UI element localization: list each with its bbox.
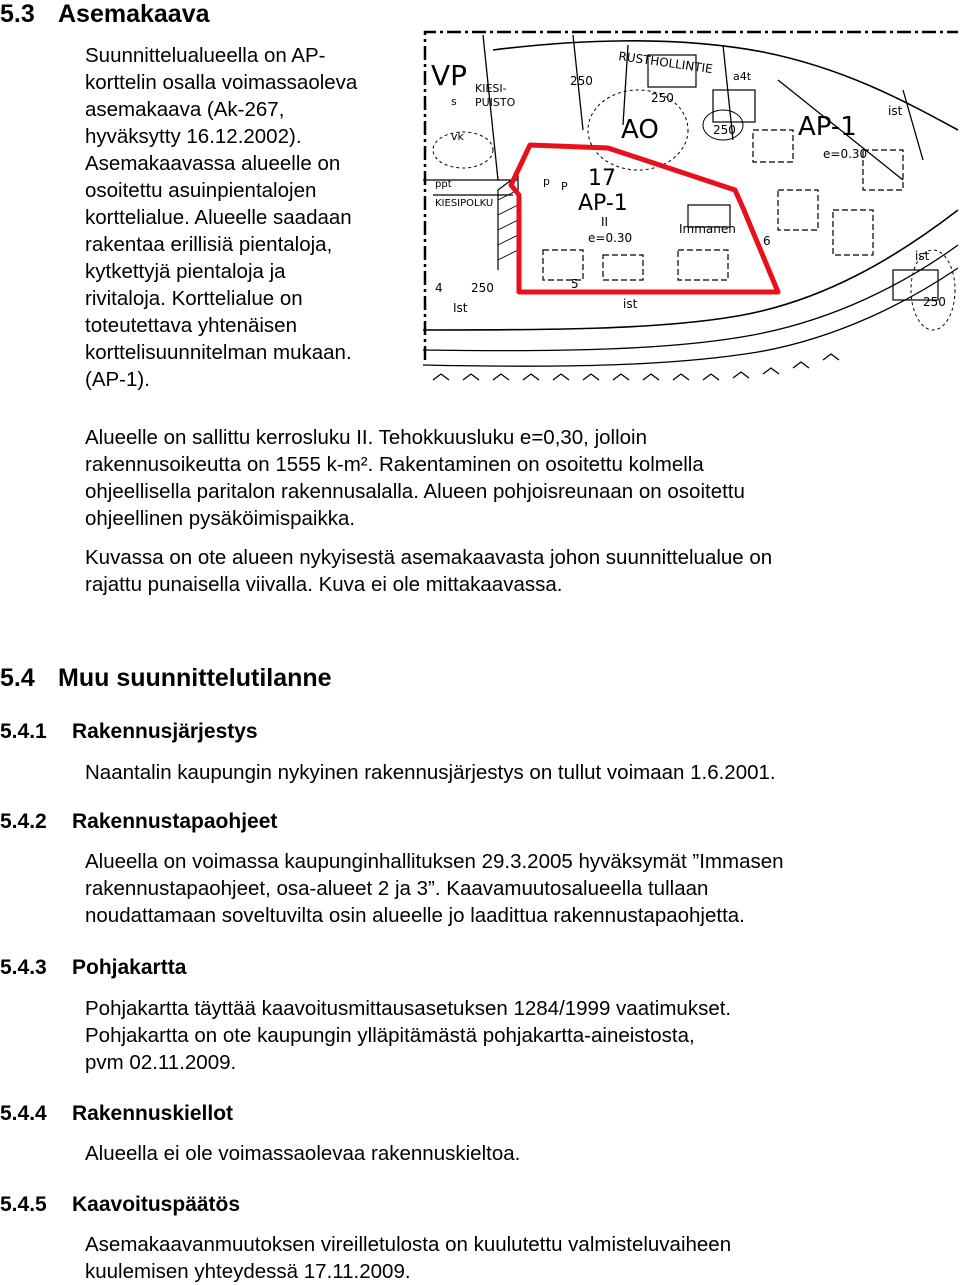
map-label-immanen: Immanen <box>679 222 736 236</box>
section-title: Asemakaava <box>58 0 210 28</box>
subsection-number: 5.4.5 <box>0 1193 47 1216</box>
map-label-roman-ii: II <box>601 215 609 229</box>
figure-caption: Kuvassa on ote alueen nykyisestä asemakaavasta johon suunnittelualue on rajattu punaisella viivalla. Kuva ei ole mittakaavassa. <box>85 546 773 596</box>
map-label-ppt: ppt <box>435 179 452 190</box>
map-label-ist-center: ist <box>623 297 638 311</box>
map-label-block-17: 17 <box>588 166 616 191</box>
intro-paragraph: Suunnittelualueella on AP- korttelin osalla voimassaoleva asemakaava (Ak-267, hyväksytty 16.12.2002). Asemakaavassa alueelle on osoitettu asuinpientalojen korttelialue. Alueelle saadaan rakentaa erillisiä pientaloja, kytkettyjä pientaloja ja rivitaloja. Korttelialue on toteutettava yhtenäisen korttelisuunnitelman mukaan. (AP-1). <box>85 44 358 391</box>
map-label-250-top-b: 250 <box>651 91 674 105</box>
section-number: 5.4 <box>0 664 35 692</box>
map-label-p: P <box>561 180 568 193</box>
map-label-vk: vk <box>451 130 464 143</box>
map-label-ist-left: Ist <box>453 301 468 315</box>
subsection-text-5-4-2: Alueella on voimassa kaupunginhallituksen 29.3.2005 hyväksymät ”Immasen rakennustapaohjeet, osa-alueet 2 ja 3”. Kaavamuutosalueella tullaan noudattamaan soveltuvilta osin alueelle jo laadittua rakennustapaohjetta. <box>85 850 784 927</box>
subsection-heading-5-4-3 <box>0 956 186 980</box>
map-label-ap1-center: AP-1 <box>578 191 628 216</box>
section-number: 5.3 <box>0 0 35 28</box>
map-label-lot-6: 6 <box>763 234 771 248</box>
map-label-a4t: a4t <box>733 70 752 83</box>
subsection-title: Rakennustapaohjeet <box>72 810 278 833</box>
body-paragraph: Alueelle on sallittu kerrosluku II. Tehokkuusluku e=0,30, jolloin rakennusoikeutta on 1555 k-m². Rakentaminen on osoitettu kolmella ohjeellisella paritalon rakennusalalla. Alueen pohjoisreunaan on osoitettu ohjeellinen pysäköimispaikka. <box>85 426 745 530</box>
map-label-lot-5: 5 <box>571 277 579 291</box>
section-title: Muu suunnittelutilanne <box>58 664 332 692</box>
subsection-heading-5-4-1 <box>0 720 258 744</box>
subsection-title: Rakennusjärjestys <box>72 720 258 743</box>
section-heading-5-3 <box>0 0 210 29</box>
map-label-250-right: 250 <box>923 295 946 309</box>
subsection-number: 5.4.2 <box>0 810 47 833</box>
subsection-text-5-4-4: Alueella ei ole voimassaolevaa rakennuskieltoa. <box>85 1142 521 1165</box>
subsection-title: Rakennuskiellot <box>72 1102 234 1125</box>
map-label-ao: AO <box>621 115 659 145</box>
map-label-kiesipolku: KIESIPOLKU <box>435 198 494 209</box>
map-label-lot-4: 4 <box>435 281 443 295</box>
map-label-250-top-a: 250 <box>570 74 593 88</box>
map-label-ist-top-right: ist <box>888 104 903 118</box>
map-label-250-top-c: 250 <box>713 123 736 137</box>
subsection-text-5-4-5: Asemakaavanmuutoksen vireilletulosta on kuulutettu valmisteluvaiheen kuulemisen yhteydessä 17.11.2009. <box>85 1233 732 1283</box>
subsection-heading-5-4-4 <box>0 1102 233 1126</box>
subsection-number: 5.4.3 <box>0 956 47 979</box>
subsection-heading-5-4-2 <box>0 810 277 834</box>
map-label-ist-right: ist <box>915 249 930 263</box>
map-label-s: s <box>451 95 457 108</box>
map-label-vp: VP <box>431 59 468 92</box>
subsection-number: 5.4.4 <box>0 1102 47 1125</box>
subsection-heading-5-4-5 <box>0 1193 240 1217</box>
subsection-text-5-4-1: Naantalin kaupungin nykyinen rakennusjärjestys on tullut voimaan 1.6.2001. <box>85 761 776 784</box>
map-label-e030-right: e=0.30 <box>823 147 868 161</box>
zoning-map <box>423 30 960 388</box>
map-label-ap1-right: AP-1 <box>798 112 857 142</box>
map-label-250-left: 250 <box>471 281 494 295</box>
subsection-text-5-4-3: Pohjakartta täyttää kaavoitusmittausasetuksen 1284/1999 vaatimukset. Pohjakartta on ote kaupungin ylläpitämästä pohjakartta-aineistosta, pvm 02.11.2009. <box>85 997 732 1074</box>
map-label-rusthollintie: RUSTHOLLINTIE <box>617 49 714 77</box>
subsection-title: Pohjakartta <box>72 956 187 979</box>
map-label-e030-center: e=0.30 <box>588 231 633 245</box>
map-label-kiesi: KIESI-PUISTO <box>475 82 516 109</box>
map-label-p-left: p <box>543 175 550 188</box>
subsection-title: Kaavoituspäätös <box>72 1193 241 1216</box>
subsection-number: 5.4.1 <box>0 720 47 743</box>
section-heading-5-4 <box>0 664 332 693</box>
